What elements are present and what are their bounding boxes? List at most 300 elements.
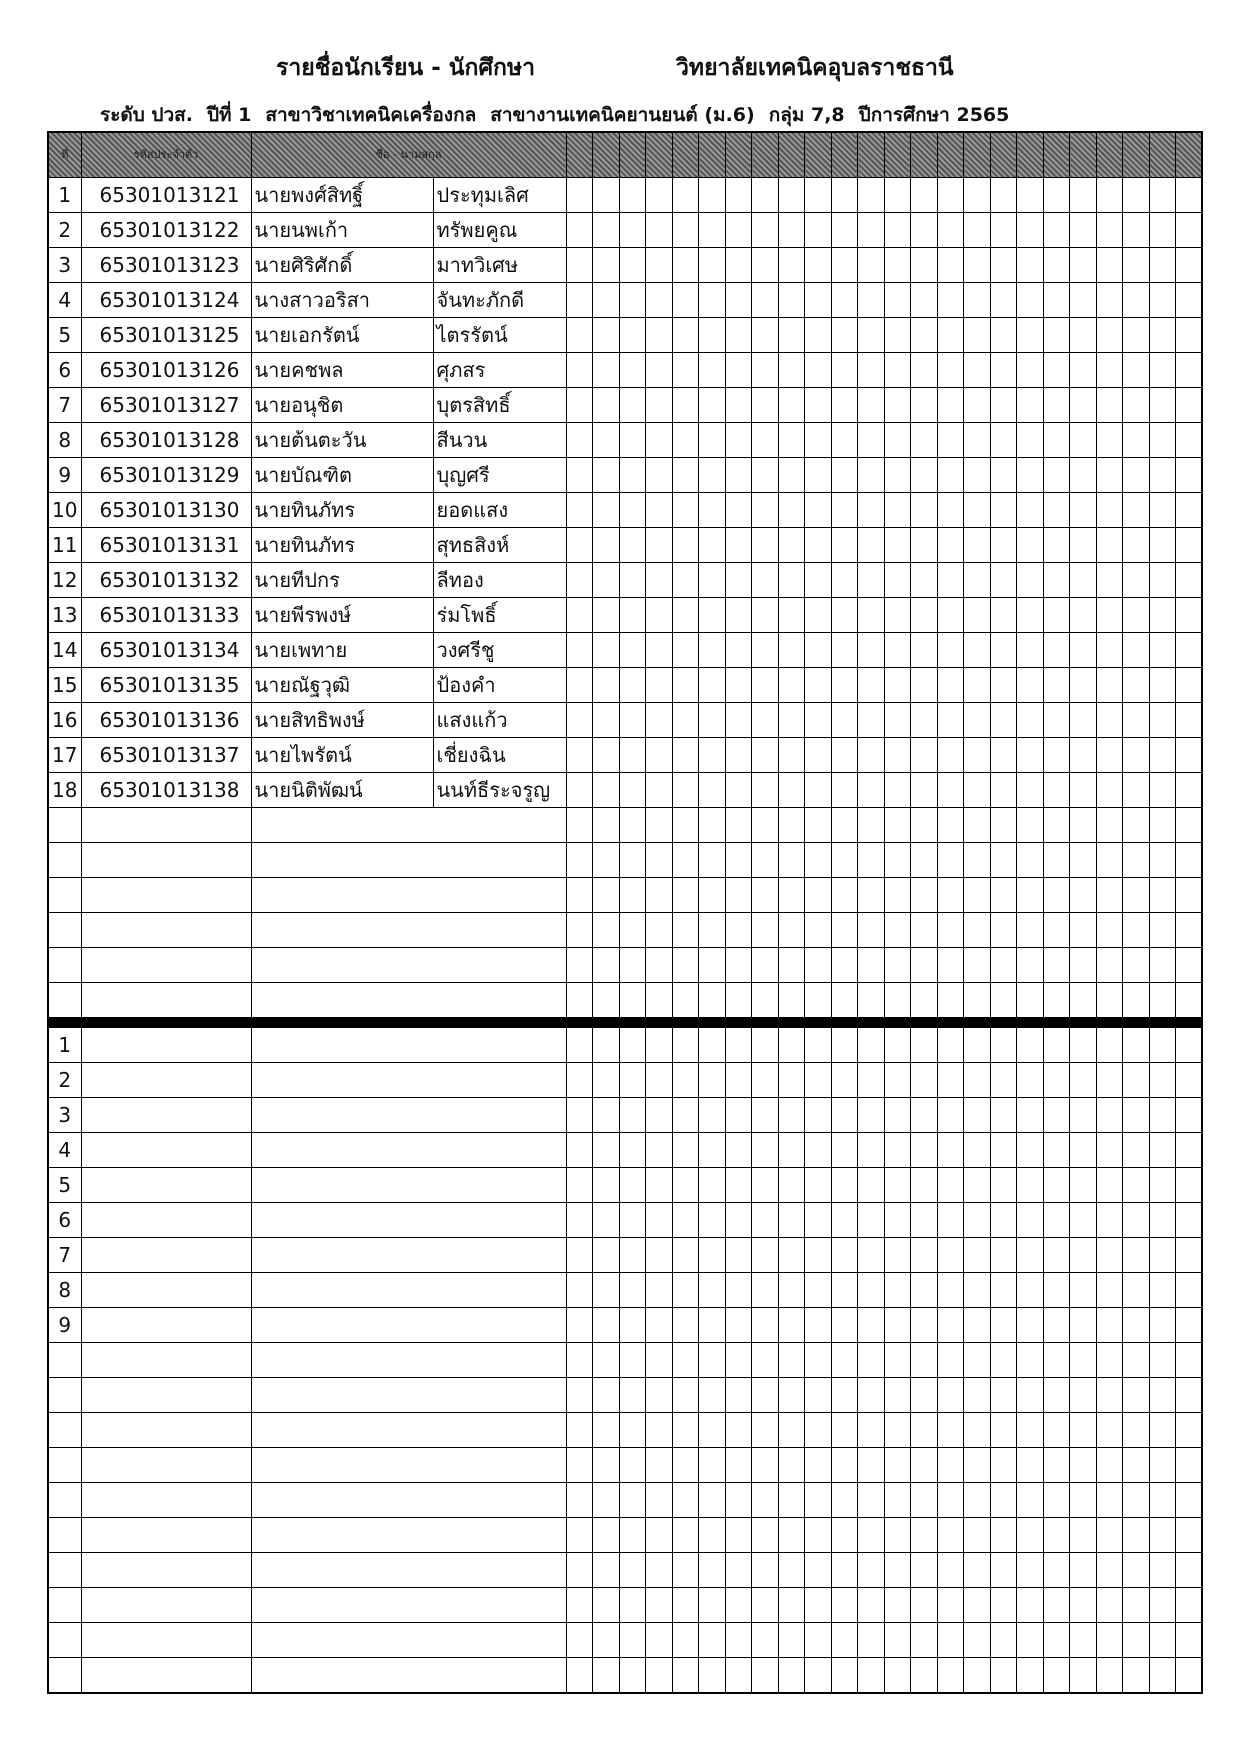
- check-cell[interactable]: [964, 1518, 991, 1553]
- check-cell[interactable]: [1043, 1238, 1070, 1273]
- check-cell[interactable]: [593, 1518, 620, 1553]
- check-cell[interactable]: [1096, 178, 1123, 213]
- check-cell[interactable]: [831, 668, 858, 703]
- check-cell[interactable]: [566, 1448, 593, 1483]
- check-cell[interactable]: [805, 1553, 832, 1588]
- check-cell[interactable]: [1123, 878, 1150, 913]
- check-cell[interactable]: [1043, 738, 1070, 773]
- check-cell[interactable]: [593, 458, 620, 493]
- check-cell[interactable]: [911, 878, 938, 913]
- check-cell[interactable]: [964, 1028, 991, 1063]
- check-cell[interactable]: [805, 1308, 832, 1343]
- check-cell[interactable]: [778, 283, 805, 318]
- check-cell[interactable]: [805, 1413, 832, 1448]
- check-cell[interactable]: [990, 1273, 1017, 1308]
- check-cell[interactable]: [964, 668, 991, 703]
- check-cell[interactable]: [725, 598, 752, 633]
- check-cell[interactable]: [911, 283, 938, 318]
- check-cell[interactable]: [805, 1028, 832, 1063]
- check-cell[interactable]: [831, 1308, 858, 1343]
- check-cell[interactable]: [805, 1203, 832, 1238]
- check-cell[interactable]: [672, 598, 699, 633]
- check-cell[interactable]: [964, 1168, 991, 1203]
- check-cell[interactable]: [593, 878, 620, 913]
- check-cell[interactable]: [911, 423, 938, 458]
- check-cell[interactable]: [778, 808, 805, 843]
- check-cell[interactable]: [752, 773, 779, 808]
- check-cell[interactable]: [911, 1343, 938, 1378]
- check-cell[interactable]: [1070, 423, 1097, 458]
- check-cell[interactable]: [1070, 948, 1097, 983]
- check-cell[interactable]: [566, 458, 593, 493]
- check-cell[interactable]: [1096, 1518, 1123, 1553]
- check-cell[interactable]: [619, 1028, 646, 1063]
- check-cell[interactable]: [752, 283, 779, 318]
- check-cell[interactable]: [990, 213, 1017, 248]
- check-cell[interactable]: [831, 1203, 858, 1238]
- check-cell[interactable]: [831, 878, 858, 913]
- check-cell[interactable]: [646, 1448, 673, 1483]
- check-cell[interactable]: [752, 1028, 779, 1063]
- check-cell[interactable]: [990, 318, 1017, 353]
- check-cell[interactable]: [1096, 983, 1123, 1018]
- check-cell[interactable]: [672, 1378, 699, 1413]
- check-cell[interactable]: [990, 1448, 1017, 1483]
- check-cell[interactable]: [1176, 1063, 1203, 1098]
- check-cell[interactable]: [672, 1028, 699, 1063]
- check-cell[interactable]: [858, 1098, 885, 1133]
- check-cell[interactable]: [805, 703, 832, 738]
- check-cell[interactable]: [937, 1483, 964, 1518]
- check-cell[interactable]: [911, 248, 938, 283]
- check-cell[interactable]: [911, 388, 938, 423]
- check-cell[interactable]: [752, 1273, 779, 1308]
- check-cell[interactable]: [1043, 1483, 1070, 1518]
- check-cell[interactable]: [672, 1343, 699, 1378]
- check-cell[interactable]: [1176, 1623, 1203, 1658]
- check-cell[interactable]: [937, 1343, 964, 1378]
- check-cell[interactable]: [672, 1448, 699, 1483]
- check-cell[interactable]: [1123, 1238, 1150, 1273]
- check-cell[interactable]: [593, 1308, 620, 1343]
- check-cell[interactable]: [858, 1273, 885, 1308]
- check-cell[interactable]: [1070, 248, 1097, 283]
- check-cell[interactable]: [937, 353, 964, 388]
- check-cell[interactable]: [1070, 1623, 1097, 1658]
- check-cell[interactable]: [990, 1378, 1017, 1413]
- check-cell[interactable]: [1149, 738, 1176, 773]
- check-cell[interactable]: [1176, 1448, 1203, 1483]
- check-cell[interactable]: [831, 633, 858, 668]
- check-cell[interactable]: [752, 388, 779, 423]
- check-cell[interactable]: [752, 1378, 779, 1413]
- check-cell[interactable]: [1043, 1168, 1070, 1203]
- check-cell[interactable]: [566, 493, 593, 528]
- check-cell[interactable]: [1070, 1238, 1097, 1273]
- check-cell[interactable]: [593, 1133, 620, 1168]
- check-cell[interactable]: [964, 1448, 991, 1483]
- check-cell[interactable]: [1123, 1168, 1150, 1203]
- check-cell[interactable]: [619, 738, 646, 773]
- check-cell[interactable]: [566, 1098, 593, 1133]
- check-cell[interactable]: [831, 773, 858, 808]
- check-cell[interactable]: [990, 1553, 1017, 1588]
- check-cell[interactable]: [1149, 318, 1176, 353]
- check-cell[interactable]: [858, 808, 885, 843]
- check-cell[interactable]: [1096, 1378, 1123, 1413]
- check-cell[interactable]: [1176, 1483, 1203, 1518]
- check-cell[interactable]: [911, 178, 938, 213]
- check-cell[interactable]: [1017, 1238, 1044, 1273]
- check-cell[interactable]: [566, 388, 593, 423]
- check-cell[interactable]: [1017, 1483, 1044, 1518]
- check-cell[interactable]: [1123, 1483, 1150, 1518]
- check-cell[interactable]: [1176, 563, 1203, 598]
- check-cell[interactable]: [805, 1623, 832, 1658]
- check-cell[interactable]: [964, 1343, 991, 1378]
- check-cell[interactable]: [778, 423, 805, 458]
- check-cell[interactable]: [1123, 1098, 1150, 1133]
- check-cell[interactable]: [1123, 248, 1150, 283]
- check-cell[interactable]: [778, 1623, 805, 1658]
- check-cell[interactable]: [1096, 423, 1123, 458]
- check-cell[interactable]: [619, 423, 646, 458]
- check-cell[interactable]: [699, 283, 726, 318]
- check-cell[interactable]: [831, 983, 858, 1018]
- check-cell[interactable]: [1043, 283, 1070, 318]
- check-cell[interactable]: [619, 1168, 646, 1203]
- check-cell[interactable]: [1149, 1658, 1176, 1694]
- check-cell[interactable]: [805, 1658, 832, 1694]
- check-cell[interactable]: [937, 913, 964, 948]
- check-cell[interactable]: [1017, 1273, 1044, 1308]
- check-cell[interactable]: [858, 1658, 885, 1694]
- check-cell[interactable]: [1043, 948, 1070, 983]
- check-cell[interactable]: [990, 178, 1017, 213]
- check-cell[interactable]: [1070, 1028, 1097, 1063]
- check-cell[interactable]: [911, 1483, 938, 1518]
- check-cell[interactable]: [593, 1168, 620, 1203]
- check-cell[interactable]: [1043, 1028, 1070, 1063]
- check-cell[interactable]: [646, 1273, 673, 1308]
- check-cell[interactable]: [1017, 423, 1044, 458]
- check-cell[interactable]: [1017, 738, 1044, 773]
- check-cell[interactable]: [752, 528, 779, 563]
- check-cell[interactable]: [1149, 913, 1176, 948]
- check-cell[interactable]: [1176, 1413, 1203, 1448]
- check-cell[interactable]: [725, 633, 752, 668]
- check-cell[interactable]: [593, 773, 620, 808]
- check-cell[interactable]: [566, 423, 593, 458]
- check-cell[interactable]: [725, 458, 752, 493]
- check-cell[interactable]: [752, 353, 779, 388]
- check-cell[interactable]: [884, 843, 911, 878]
- check-cell[interactable]: [911, 493, 938, 528]
- check-cell[interactable]: [1149, 1238, 1176, 1273]
- check-cell[interactable]: [1017, 1623, 1044, 1658]
- check-cell[interactable]: [619, 283, 646, 318]
- check-cell[interactable]: [1017, 1203, 1044, 1238]
- check-cell[interactable]: [805, 563, 832, 598]
- check-cell[interactable]: [1043, 1658, 1070, 1694]
- check-cell[interactable]: [1043, 563, 1070, 598]
- check-cell[interactable]: [725, 528, 752, 563]
- check-cell[interactable]: [1043, 458, 1070, 493]
- check-cell[interactable]: [593, 1553, 620, 1588]
- check-cell[interactable]: [1123, 913, 1150, 948]
- check-cell[interactable]: [884, 1553, 911, 1588]
- check-cell[interactable]: [1176, 178, 1203, 213]
- check-cell[interactable]: [964, 1063, 991, 1098]
- check-cell[interactable]: [964, 878, 991, 913]
- check-cell[interactable]: [1043, 703, 1070, 738]
- check-cell[interactable]: [937, 808, 964, 843]
- check-cell[interactable]: [566, 878, 593, 913]
- check-cell[interactable]: [725, 318, 752, 353]
- check-cell[interactable]: [884, 248, 911, 283]
- check-cell[interactable]: [1176, 738, 1203, 773]
- check-cell[interactable]: [593, 563, 620, 598]
- check-cell[interactable]: [990, 703, 1017, 738]
- check-cell[interactable]: [619, 178, 646, 213]
- check-cell[interactable]: [1070, 458, 1097, 493]
- check-cell[interactable]: [964, 1623, 991, 1658]
- check-cell[interactable]: [858, 948, 885, 983]
- check-cell[interactable]: [1017, 668, 1044, 703]
- check-cell[interactable]: [699, 1168, 726, 1203]
- check-cell[interactable]: [1043, 1448, 1070, 1483]
- check-cell[interactable]: [1017, 1413, 1044, 1448]
- check-cell[interactable]: [646, 738, 673, 773]
- check-cell[interactable]: [937, 1658, 964, 1694]
- check-cell[interactable]: [725, 1168, 752, 1203]
- check-cell[interactable]: [646, 1098, 673, 1133]
- check-cell[interactable]: [990, 668, 1017, 703]
- check-cell[interactable]: [858, 843, 885, 878]
- check-cell[interactable]: [699, 843, 726, 878]
- check-cell[interactable]: [1070, 1553, 1097, 1588]
- check-cell[interactable]: [884, 1203, 911, 1238]
- check-cell[interactable]: [1017, 913, 1044, 948]
- check-cell[interactable]: [990, 598, 1017, 633]
- check-cell[interactable]: [805, 1518, 832, 1553]
- check-cell[interactable]: [566, 283, 593, 318]
- check-cell[interactable]: [884, 458, 911, 493]
- check-cell[interactable]: [805, 353, 832, 388]
- check-cell[interactable]: [646, 948, 673, 983]
- check-cell[interactable]: [937, 248, 964, 283]
- check-cell[interactable]: [725, 878, 752, 913]
- check-cell[interactable]: [1149, 213, 1176, 248]
- check-cell[interactable]: [911, 773, 938, 808]
- check-cell[interactable]: [1176, 318, 1203, 353]
- check-cell[interactable]: [619, 1658, 646, 1694]
- check-cell[interactable]: [1043, 213, 1070, 248]
- check-cell[interactable]: [858, 1168, 885, 1203]
- check-cell[interactable]: [805, 808, 832, 843]
- check-cell[interactable]: [725, 178, 752, 213]
- check-cell[interactable]: [1149, 1203, 1176, 1238]
- check-cell[interactable]: [937, 528, 964, 563]
- check-cell[interactable]: [1149, 1028, 1176, 1063]
- check-cell[interactable]: [990, 808, 1017, 843]
- check-cell[interactable]: [990, 1483, 1017, 1518]
- check-cell[interactable]: [831, 423, 858, 458]
- check-cell[interactable]: [1070, 668, 1097, 703]
- check-cell[interactable]: [831, 563, 858, 598]
- check-cell[interactable]: [884, 598, 911, 633]
- check-cell[interactable]: [858, 1238, 885, 1273]
- check-cell[interactable]: [699, 878, 726, 913]
- check-cell[interactable]: [619, 353, 646, 388]
- check-cell[interactable]: [725, 1098, 752, 1133]
- check-cell[interactable]: [646, 598, 673, 633]
- check-cell[interactable]: [752, 633, 779, 668]
- check-cell[interactable]: [884, 1623, 911, 1658]
- check-cell[interactable]: [593, 1063, 620, 1098]
- check-cell[interactable]: [1149, 388, 1176, 423]
- check-cell[interactable]: [566, 248, 593, 283]
- check-cell[interactable]: [725, 1203, 752, 1238]
- check-cell[interactable]: [646, 1168, 673, 1203]
- check-cell[interactable]: [937, 1028, 964, 1063]
- check-cell[interactable]: [1070, 633, 1097, 668]
- check-cell[interactable]: [858, 983, 885, 1018]
- check-cell[interactable]: [619, 563, 646, 598]
- check-cell[interactable]: [646, 318, 673, 353]
- check-cell[interactable]: [831, 388, 858, 423]
- check-cell[interactable]: [778, 983, 805, 1018]
- check-cell[interactable]: [1123, 1203, 1150, 1238]
- check-cell[interactable]: [778, 528, 805, 563]
- check-cell[interactable]: [937, 458, 964, 493]
- check-cell[interactable]: [1176, 598, 1203, 633]
- check-cell[interactable]: [964, 563, 991, 598]
- check-cell[interactable]: [725, 1518, 752, 1553]
- check-cell[interactable]: [990, 528, 1017, 563]
- check-cell[interactable]: [752, 1203, 779, 1238]
- check-cell[interactable]: [672, 423, 699, 458]
- check-cell[interactable]: [699, 1203, 726, 1238]
- check-cell[interactable]: [884, 528, 911, 563]
- check-cell[interactable]: [1070, 738, 1097, 773]
- check-cell[interactable]: [937, 493, 964, 528]
- check-cell[interactable]: [672, 1133, 699, 1168]
- check-cell[interactable]: [831, 1168, 858, 1203]
- check-cell[interactable]: [911, 808, 938, 843]
- check-cell[interactable]: [1070, 913, 1097, 948]
- check-cell[interactable]: [619, 1203, 646, 1238]
- check-cell[interactable]: [619, 528, 646, 563]
- check-cell[interactable]: [1123, 283, 1150, 318]
- check-cell[interactable]: [964, 633, 991, 668]
- check-cell[interactable]: [1096, 1588, 1123, 1623]
- check-cell[interactable]: [1096, 808, 1123, 843]
- check-cell[interactable]: [619, 1238, 646, 1273]
- check-cell[interactable]: [646, 1238, 673, 1273]
- check-cell[interactable]: [619, 808, 646, 843]
- check-cell[interactable]: [1123, 563, 1150, 598]
- check-cell[interactable]: [566, 1168, 593, 1203]
- check-cell[interactable]: [1070, 598, 1097, 633]
- check-cell[interactable]: [911, 633, 938, 668]
- check-cell[interactable]: [699, 1343, 726, 1378]
- check-cell[interactable]: [646, 668, 673, 703]
- check-cell[interactable]: [646, 1343, 673, 1378]
- check-cell[interactable]: [725, 1483, 752, 1518]
- check-cell[interactable]: [1176, 1133, 1203, 1168]
- check-cell[interactable]: [1096, 633, 1123, 668]
- check-cell[interactable]: [619, 1308, 646, 1343]
- check-cell[interactable]: [831, 948, 858, 983]
- check-cell[interactable]: [831, 1413, 858, 1448]
- check-cell[interactable]: [646, 843, 673, 878]
- check-cell[interactable]: [964, 213, 991, 248]
- check-cell[interactable]: [884, 213, 911, 248]
- check-cell[interactable]: [937, 318, 964, 353]
- check-cell[interactable]: [831, 1098, 858, 1133]
- check-cell[interactable]: [937, 1238, 964, 1273]
- check-cell[interactable]: [566, 808, 593, 843]
- check-cell[interactable]: [752, 1413, 779, 1448]
- check-cell[interactable]: [1123, 1448, 1150, 1483]
- check-cell[interactable]: [937, 983, 964, 1018]
- check-cell[interactable]: [964, 528, 991, 563]
- check-cell[interactable]: [646, 493, 673, 528]
- check-cell[interactable]: [1096, 598, 1123, 633]
- check-cell[interactable]: [593, 1098, 620, 1133]
- check-cell[interactable]: [990, 633, 1017, 668]
- check-cell[interactable]: [1043, 353, 1070, 388]
- check-cell[interactable]: [1123, 983, 1150, 1018]
- check-cell[interactable]: [646, 563, 673, 598]
- check-cell[interactable]: [1176, 353, 1203, 388]
- check-cell[interactable]: [1070, 1273, 1097, 1308]
- check-cell[interactable]: [619, 983, 646, 1018]
- check-cell[interactable]: [593, 1028, 620, 1063]
- check-cell[interactable]: [778, 563, 805, 598]
- check-cell[interactable]: [566, 738, 593, 773]
- check-cell[interactable]: [778, 1133, 805, 1168]
- check-cell[interactable]: [672, 213, 699, 248]
- check-cell[interactable]: [725, 983, 752, 1018]
- check-cell[interactable]: [911, 1588, 938, 1623]
- check-cell[interactable]: [778, 878, 805, 913]
- check-cell[interactable]: [1096, 1238, 1123, 1273]
- check-cell[interactable]: [725, 1343, 752, 1378]
- check-cell[interactable]: [964, 178, 991, 213]
- check-cell[interactable]: [1070, 703, 1097, 738]
- check-cell[interactable]: [964, 1273, 991, 1308]
- check-cell[interactable]: [858, 248, 885, 283]
- check-cell[interactable]: [672, 528, 699, 563]
- check-cell[interactable]: [646, 703, 673, 738]
- check-cell[interactable]: [858, 1203, 885, 1238]
- check-cell[interactable]: [1123, 948, 1150, 983]
- check-cell[interactable]: [619, 913, 646, 948]
- check-cell[interactable]: [566, 913, 593, 948]
- check-cell[interactable]: [990, 1623, 1017, 1658]
- check-cell[interactable]: [699, 213, 726, 248]
- check-cell[interactable]: [646, 1588, 673, 1623]
- check-cell[interactable]: [646, 1658, 673, 1694]
- check-cell[interactable]: [725, 703, 752, 738]
- check-cell[interactable]: [911, 528, 938, 563]
- check-cell[interactable]: [566, 1378, 593, 1413]
- check-cell[interactable]: [1176, 493, 1203, 528]
- check-cell[interactable]: [911, 1308, 938, 1343]
- check-cell[interactable]: [858, 598, 885, 633]
